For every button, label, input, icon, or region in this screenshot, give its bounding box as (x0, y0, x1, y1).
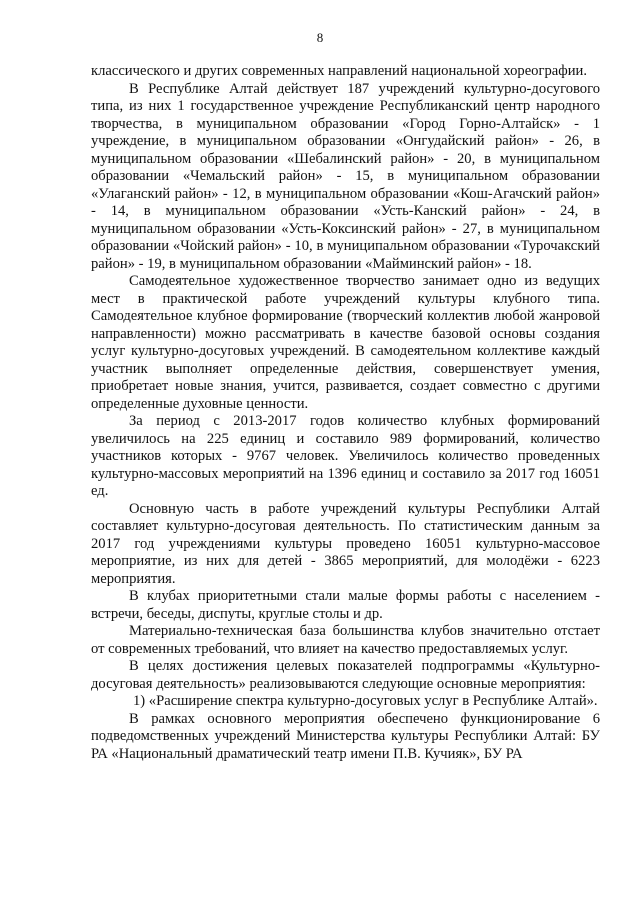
paragraph-leisure-activity: Основную часть в работе учреждений культуры Республики Алтай составляет культурно-досуговая деятельность. По статистическим данным за 2017 год учреждениями культуры проведено 16051 культурно-массовое мероприятие, из них для детей - 3865 мероприятий, для молодёжи - 6223 мероприятия. (91, 500, 600, 587)
paragraph-club-formations: За период с 2013-2017 годов количество клубных формирований увеличилось на 225 единиц и составило 989 формирований, количество участников которых - 9767 человек. Увеличилось количество проведенных культурно-массовых мероприятий на 1396 единиц и составило за 2017 год 16051 ед. (91, 413, 600, 499)
paragraph-subordinate-institutions: В рамках основного мероприятия обеспечено функционирование 6 подведомственных учреждений Министерства культуры Республики Алтай: БУ РА «Национальный драматический театр имени П.В. Кучияк», БУ РА (91, 710, 600, 762)
page-number: 8 (316, 30, 324, 45)
paragraph-amateur-creativity: Самодеятельное художественное творчество занимает одно из ведущих мест в практической работе учреждений культуры клубного типа. Самодеятельное клубное формирование (творческий коллектив любой жанровой направленности) можно рассматривать в качестве базовой основы создания услуг культурно-досуговых учреждений. В самодеятельном коллективе каждый участник выполняет определенные действия, совершенствует умения, приобретает новые знания, учится, развивается, создает совместно с другими определенные духовные ценности. (91, 273, 600, 412)
paragraph-choreography-end: классического и других современных направлений национальной хореографии. (91, 63, 587, 79)
paragraph-small-forms: В клубах приоритетными стали малые формы работы с населением - встречи, беседы, диспуты, круглые столы и др. (91, 588, 600, 622)
list-item-expanding-services: 1) «Расширение спектра культурно-досуговых услуг в Республике Алтай». (133, 693, 598, 709)
paragraph-institutions-count: В Республике Алтай действует 187 учреждений культурно-досугового типа, из них 1 государственное учреждение Республиканский центр народного творчества, в муниципальном образовании «Город Горно-Алтайск» - 1 учреждение, в муниципальном образовании «Онгудайский район» - 26, в муниципальном образовании «Шебалинский район» - 20, в муниципальном образовании «Чемальский район» - 15, в муниципальном образовании «Улаганский район» - 12, в муниципальном образовании «Кош-Агачский район» - 14, в муниципальном образовании «Усть-Канский район» - 24, в муниципальном образовании «Усть-Коксинский район» - 27, в муниципальном образовании «Чойский район» - 10, в муниципальном образовании «Турочакский район» - 19, в муниципальном образовании «Майминский район» - 18. (91, 80, 600, 272)
document-body (91, 63, 600, 763)
paragraph-main-activities: В целях достижения целевых показателей подпрограммы «Культурно-досуговая деятельность» реализовываются следующие основные мероприятия: (91, 658, 600, 692)
paragraph-material-base: Материально-техническая база большинства клубов значительно отстает от современных требований, что влияет на качество предоставляемых услуг. (91, 623, 600, 657)
